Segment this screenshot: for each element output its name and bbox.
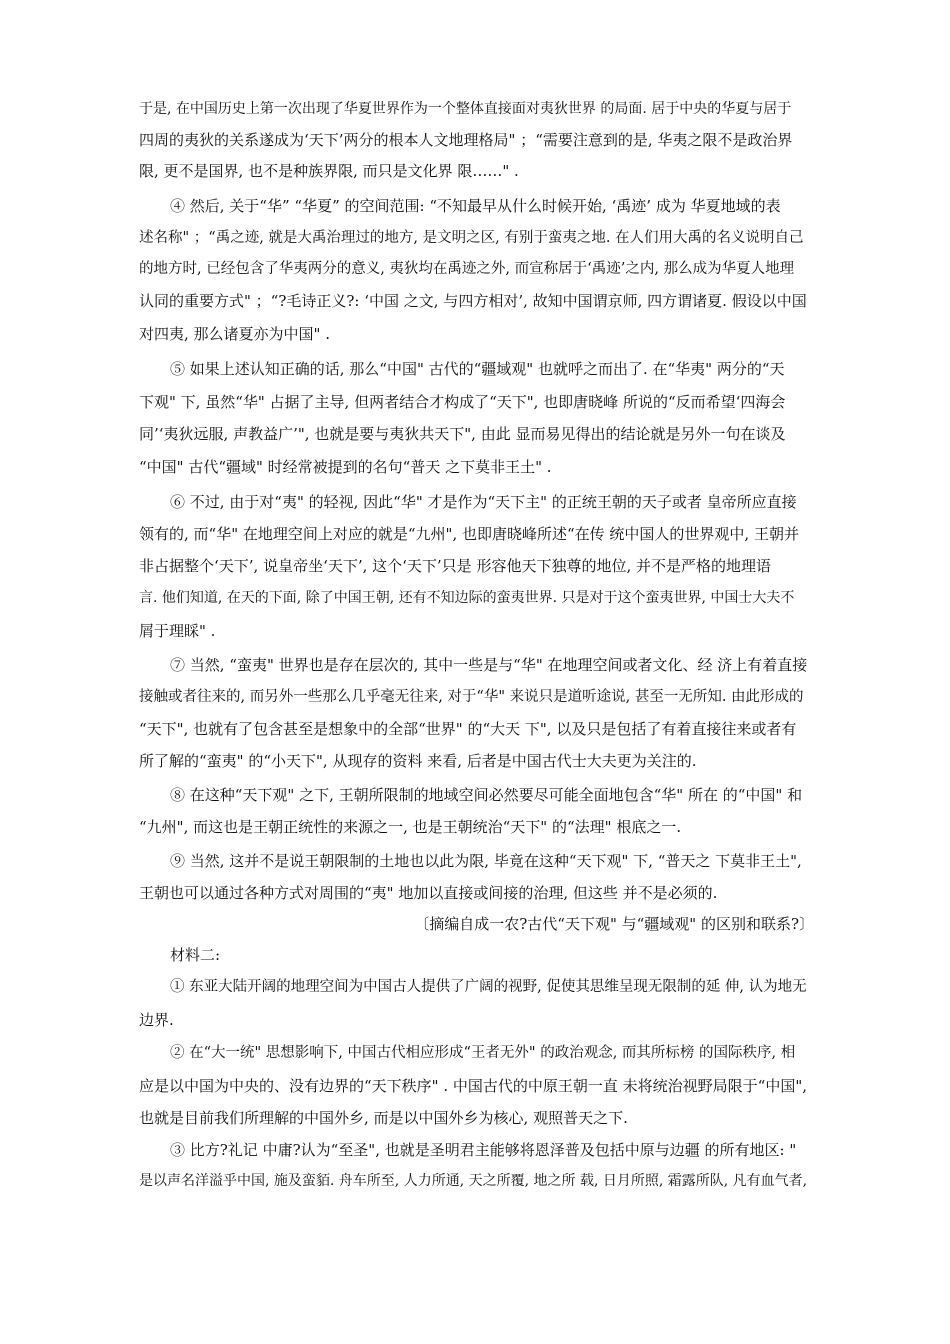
paragraph-4-start: ④ 然后, 关于“华” “华夏” 的空间范围: “不知最早从什么时候开始, ‘禹迹’ 成为 华夏地域的表 bbox=[170, 197, 781, 215]
text-line: 是以声名洋溢乎中国, 施及蛮貊. 舟车所至, 人力所通, 天之所覆, 地之所 载, 日月所照, 霜露所队, 凡有血气者, bbox=[139, 1173, 808, 1189]
text-line: 应是以中国为中央的、没有边界的“天下秩序" . 中国古代的中原王朝一直 未将统治视野局限于“中国", bbox=[139, 1077, 807, 1095]
paragraph-8-start: ⑧ 在这种“天下观" 之下, 王朝所限制的地域空间必然要尽可能全面地包含“华" 所在 的“中国" 和 bbox=[170, 786, 803, 804]
paragraph-9-start: ⑨ 当然, 这并不是说王朝限制的土地也以此为限, 毕竟在这种“天下观" 下, “普天之 下莫非王土", bbox=[170, 852, 802, 870]
section-heading: 材料二: bbox=[170, 946, 221, 964]
text-line: 认同的重要方式" ；“?毛诗正义?: ‘中国 之文, 与四方相对’, 故知中国谓京师, 四方谓诸夏. 假设以中国 bbox=[139, 292, 807, 310]
text-line: 领有的, 而“华" 在地理空间上对应的就是“九州", 也即唐晓峰所述“在传 统中国人的世界观中, 王朝并 bbox=[139, 525, 799, 543]
text-line: 接触或者往来的, 而另外一些那么几乎毫无往来, 对于“华" 来说只是道听途说, 甚至一无所知. 由此形成的 bbox=[139, 689, 804, 705]
text-line: 屑于理睬" . bbox=[139, 622, 216, 640]
source-citation: 〔摘编自成一农?古代“天下观" 与“疆域观" 的区别和联系?〕 bbox=[414, 915, 814, 933]
text-line: 也就是目前我们所理解的中国外乡, 而是以中国外乡为核心, 观照普天之下. bbox=[139, 1109, 628, 1127]
text-line: 限, 更不是国界, 也不是种族界限, 而只是文化界 限……" . bbox=[139, 162, 519, 180]
text-line: 述名称" ；“禹之迹, 就是大禹治理过的地方, 是文明之区, 有别于蛮夷之地. 在人们用大禹的名义说明自己 bbox=[139, 230, 804, 246]
text-line: 非占据整个‘天下’, 说皇帝坐‘天下’, 这个‘天下’只是 形容他天下独尊的地位, 并不是严格的地理语 bbox=[139, 557, 771, 575]
text-line: 的地方时, 已经包含了华夷两分的意义, 夷狄均在禹迹之外, 而宣称居于‘禹迹’之内, 那么成为华夏人地理 bbox=[139, 261, 795, 277]
material-2-item-2: ② 在“大一统" 思想影响下, 中国古代相应形成“王者无外" 的政治观念, 而其所标榜 的国际秩序, 相 bbox=[170, 1045, 796, 1061]
text-line: 对四夷, 那么诸夏亦为中国" . bbox=[139, 325, 330, 343]
text-line: 边界. bbox=[139, 1011, 174, 1029]
text-line: “九州", 而这也是王朝正统性的来源之一, 也是王朝统治“天下" 的“法理" 根底之一. bbox=[139, 818, 682, 836]
text-line: 所了解的“蛮夷" 的“小天下", 从现存的资料 来看, 后者是中国古代士大夫更为关注的. bbox=[139, 752, 697, 770]
paragraph-5-start: ⑤ 如果上述认知正确的话, 那么“中国" 古代的“疆域观" 也就呼之而出了. 在“华夷" 两分的“天 bbox=[170, 360, 785, 378]
text-line: 下观" 下, 虽然“华" 占据了主导, 但两者结合才构成了“天下", 也即唐晓峰 所说的“反而希望‘四海会 bbox=[139, 393, 786, 411]
text-line: 于是, 在中国历史上第一次出现了华夏世界作为一个整体直接面对夷狄世界 的局面. 居于中央的华夏与居于 bbox=[139, 101, 792, 117]
text-line: 四周的夷狄的关系遂成为‘天下’两分的根本人文地理格局" ；“需要注意到的是, 华夷之限不是政治界 bbox=[139, 131, 793, 149]
material-2-item-1: ① 东亚大陆开阔的地理空间为中国古人提供了广阔的视野, 促使其思维呈现无限制的延 伸, 认为地无 bbox=[170, 979, 807, 995]
text-line: “天下", 也就有了包含甚至是想象中的全部“世界" 的“大天 下", 以及只是包括了有着直接往来或者有 bbox=[139, 720, 797, 738]
text-line: 言. 他们知道, 在天的下面, 除了中国王朝, 还有不知边际的蛮夷世界. 只是对于这个蛮夷世界, 中国士大夫不 bbox=[139, 590, 795, 606]
paragraph-6-start: ⑥ 不过, 由于对“夷" 的轻视, 因此“华" 才是作为“天下主" 的正统王朝的天子或者 皇帝所应直接 bbox=[170, 493, 797, 511]
text-line: “中国" 古代“疆域" 时经常被提到的名句“普天 之下莫非王土" . bbox=[139, 458, 552, 476]
material-2-item-3: ③ 比方?礼记 中庸?认为“至圣", 也就是圣明君主能够将恩泽普及包括中原与边疆 的所有地区: " bbox=[170, 1141, 797, 1159]
text-line: 同’‘夷狄远服, 声教益广’", 也就是要与夷狄共天下", 由此 显而易见得出的结论就是另外一句在谈及 bbox=[139, 425, 786, 443]
paragraph-7-start: ⑦ 当然, “蛮夷" 世界也是存在层次的, 其中一些是与“华" 在地理空间或者文化、经 济上有着直接 bbox=[170, 656, 808, 674]
text-line: 王朝也可以通过各种方式对周围的“夷" 地加以直接或间接的治理, 但这些 并不是必须的. bbox=[139, 884, 718, 902]
